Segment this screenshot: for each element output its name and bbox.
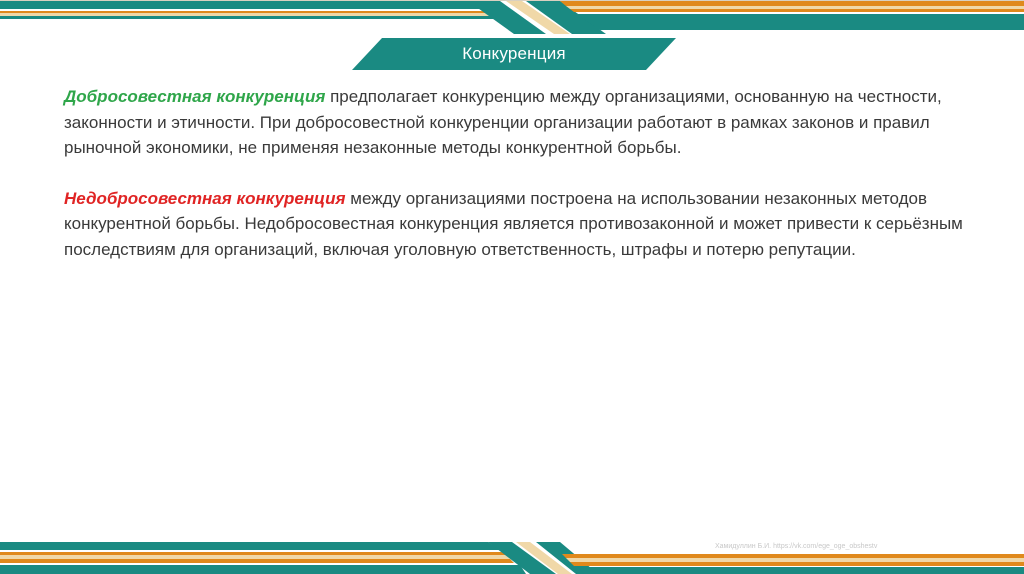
paragraph-unfair-competition <box>64 186 964 263</box>
paragraph-fair-competition <box>64 84 964 161</box>
term-fair-competition: Добросовестная конкуренция <box>64 87 326 106</box>
title-banner <box>352 38 676 70</box>
slide-title: Конкуренция <box>462 44 566 63</box>
paragraph-fair-text: предполагает конкуренцию между организациями, основанную на честности, законности и этичности. При добросовестной конкуренции организации работают в рамках законов и правил рыночной экономики, не применяя незаконные методы конкурентной борьбы. <box>64 87 942 157</box>
slide-body <box>64 84 964 262</box>
footer-credit: Хамидуллин Б.И. https://vk.com/ege_oge_obshestv <box>715 543 878 550</box>
term-unfair-competition: Недобросовестная конкуренция <box>64 188 346 208</box>
top-stripes-decoration <box>0 0 1024 36</box>
paragraph-unfair-text: между организациями построена на использовании незаконных методов конкурентной борьбы. Недобросовестная конкуренция является противозаконной и может привести к серьёзным последствиям для организаций, включая уголовную ответственность, штрафы и потерю репутации. <box>64 188 963 259</box>
